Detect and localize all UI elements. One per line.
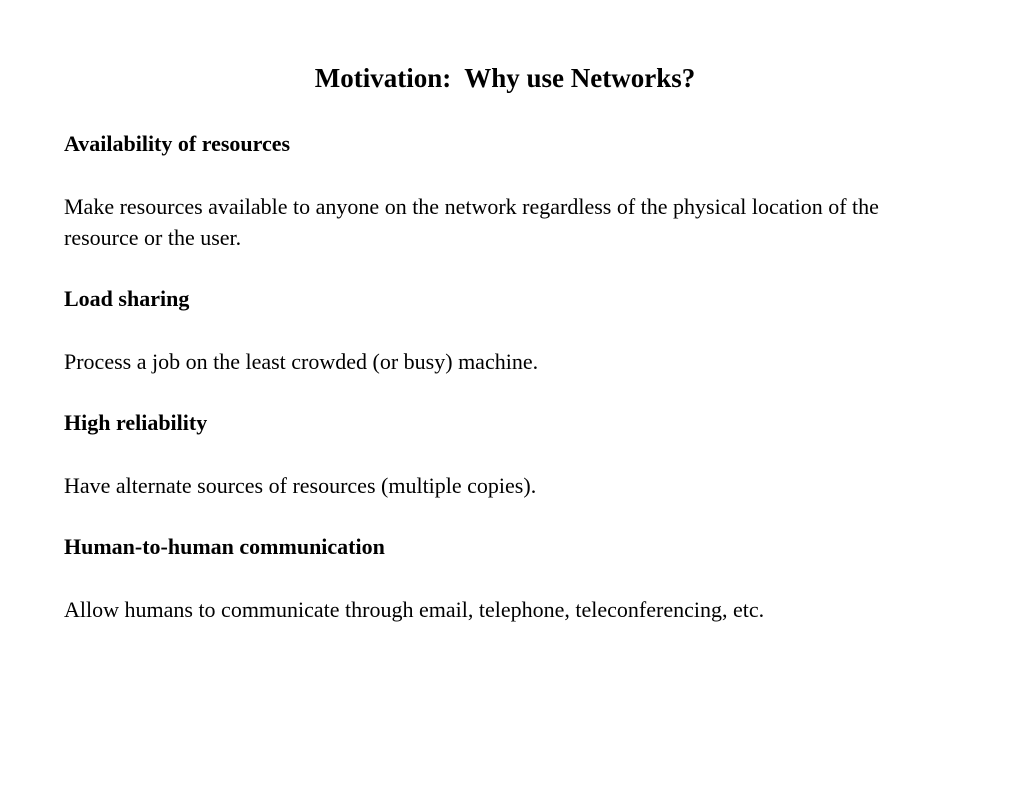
section-text-load-sharing: Process a job on the least crowded (or busy) machine.	[64, 349, 539, 374]
page-title: Motivation: Why use Networks?	[314, 63, 696, 93]
section-heading-load-sharing: Load sharing	[64, 286, 190, 311]
section-text-availability: Make resources available to anyone on the network regardless of the physical location of the resource or the user.	[64, 194, 879, 250]
section-heading-human-communication: Human-to-human communication	[64, 534, 385, 559]
section-heading-availability: Availability of resources	[64, 131, 291, 156]
section-text-human-communication: Allow humans to communicate through email, telephone, teleconferencing, etc.	[64, 597, 765, 622]
section-text-high-reliability: Have alternate sources of resources (multiple copies).	[64, 473, 537, 498]
section-heading-high-reliability: High reliability	[64, 410, 208, 435]
